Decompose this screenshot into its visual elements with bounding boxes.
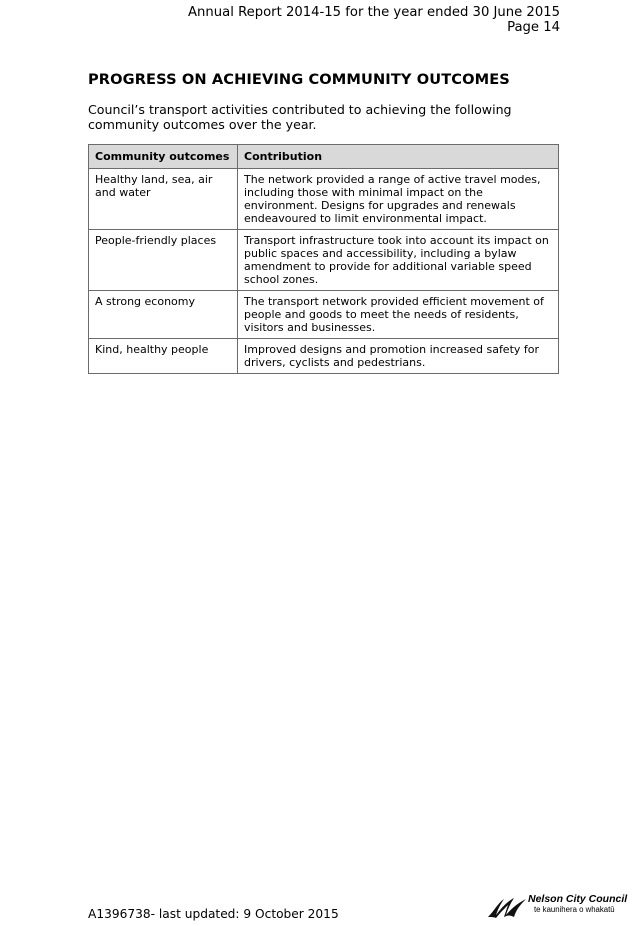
outcomes-table (88, 144, 559, 374)
outcome-cell: Healthy land, sea, air and water (89, 169, 238, 230)
outcome-cell: A strong economy (89, 291, 238, 339)
report-title: Annual Report 2014-15 for the year ended 30 June 2015 (188, 5, 560, 20)
section-title: PROGRESS ON ACHIEVING COMMUNITY OUTCOMES (88, 71, 510, 88)
council-logo-icon (486, 893, 530, 921)
column-header-contribution: Contribution (238, 145, 559, 169)
column-header-outcomes: Community outcomes (89, 145, 238, 169)
document-reference: A1396738- last updated: 9 October 2015 (88, 907, 339, 921)
table-row (89, 291, 559, 339)
logo-tagline: te kaunihera o whakatū (534, 905, 615, 914)
outcome-cell: People-friendly places (89, 230, 238, 291)
table-row (89, 339, 559, 374)
outcome-cell: Kind, healthy people (89, 339, 238, 374)
table-row (89, 169, 559, 230)
council-logo (486, 893, 628, 921)
intro-paragraph: Council’s transport activities contributed to achieving the following community outcomes over the year. (88, 102, 512, 132)
contribution-cell: Transport infrastructure took into account its impact on public spaces and accessibility, including a bylaw amendment to provide for additional variable speed school zones. (238, 230, 559, 291)
contribution-cell: The network provided a range of active travel modes, including those with minimal impact on the environment. Designs for upgrades and renewals endeavoured to limit environmental impact. (238, 169, 559, 230)
page-header (188, 5, 560, 35)
table-header-row (89, 145, 559, 169)
contribution-cell: Improved designs and promotion increased safety for drivers, cyclists and pedestrians. (238, 339, 559, 374)
page-number: Page 14 (507, 20, 560, 35)
contribution-cell: The transport network provided efficient movement of people and goods to meet the needs of residents, visitors and businesses. (238, 291, 559, 339)
logo-name: Nelson City Council (528, 893, 628, 905)
table-row (89, 230, 559, 291)
